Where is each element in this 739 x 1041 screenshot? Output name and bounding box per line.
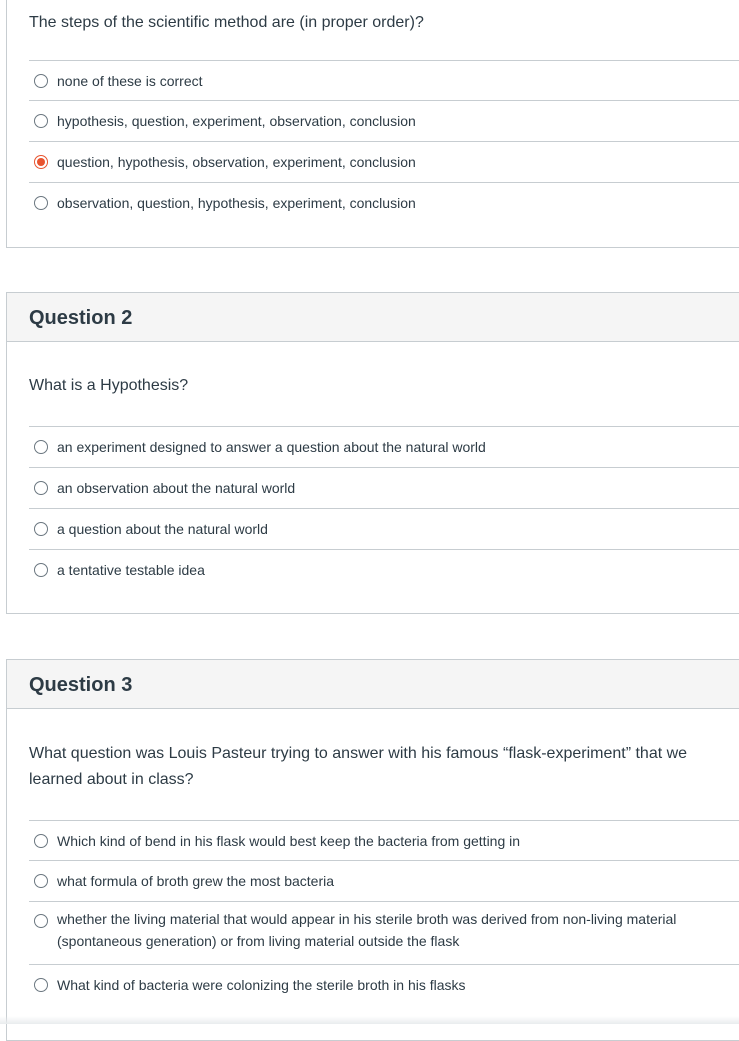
radio-button[interactable] bbox=[34, 978, 48, 992]
answer-option-selected[interactable] bbox=[29, 141, 739, 182]
answer-option[interactable] bbox=[29, 467, 739, 508]
answer-label: none of these is correct bbox=[57, 72, 203, 89]
answer-label: a question about the natural world bbox=[57, 521, 268, 537]
radio-button[interactable] bbox=[34, 74, 48, 88]
answer-option[interactable] bbox=[29, 860, 739, 901]
question-2-header: Question 2 bbox=[7, 293, 739, 342]
radio-button[interactable] bbox=[34, 834, 48, 848]
radio-button[interactable] bbox=[34, 114, 48, 128]
question-2-text: What is a Hypothesis? bbox=[29, 377, 189, 394]
answer-label: hypothesis, question, experiment, observation, conclusion bbox=[57, 113, 416, 129]
answer-option[interactable] bbox=[29, 549, 739, 590]
question-1-answers bbox=[29, 60, 739, 223]
answer-label: observation, question, hypothesis, experiment, conclusion bbox=[57, 195, 416, 211]
answer-label: question, hypothesis, observation, experiment, conclusion bbox=[57, 154, 416, 170]
answer-option[interactable] bbox=[29, 100, 739, 141]
radio-button[interactable] bbox=[34, 440, 48, 454]
scroll-fade bbox=[0, 1016, 739, 1024]
answer-option[interactable] bbox=[29, 182, 739, 223]
answer-option[interactable] bbox=[29, 820, 739, 860]
question-2-answers bbox=[29, 426, 739, 590]
radio-button[interactable] bbox=[34, 563, 48, 577]
answer-label: what formula of broth grew the most bacteria bbox=[57, 873, 335, 889]
radio-button[interactable] bbox=[34, 522, 48, 536]
question-3-text: What question was Louis Pasteur trying to answer with his famous “flask-experiment” that we learned about in class? bbox=[29, 745, 688, 788]
radio-button[interactable] bbox=[34, 481, 48, 495]
answer-option[interactable] bbox=[29, 426, 739, 467]
question-1-card bbox=[6, 0, 739, 248]
answer-option[interactable] bbox=[29, 60, 739, 100]
question-3-answers bbox=[29, 820, 739, 1005]
answer-label: Which kind of bend in his flask would best keep the bacteria from getting in bbox=[57, 832, 521, 849]
radio-button-selected[interactable] bbox=[34, 155, 48, 169]
question-2-card bbox=[6, 292, 739, 614]
radio-button[interactable] bbox=[34, 874, 48, 888]
answer-label: whether the living material that would appear in his sterile broth was derived from non-living material (spontaneous generation) or from living material outside the flask bbox=[57, 911, 677, 949]
answer-option[interactable] bbox=[29, 964, 739, 1005]
answer-label: What kind of bacteria were colonizing the sterile broth in his flasks bbox=[57, 977, 466, 993]
answer-label: a tentative testable idea bbox=[57, 562, 205, 578]
radio-button[interactable] bbox=[34, 914, 48, 928]
answer-option[interactable] bbox=[29, 508, 739, 549]
question-3-header: Question 3 bbox=[7, 660, 739, 709]
question-3-card bbox=[6, 659, 739, 1041]
radio-button[interactable] bbox=[34, 196, 48, 210]
question-1-text: The steps of the scientific method are (in proper order)? bbox=[29, 14, 424, 31]
answer-label: an observation about the natural world bbox=[57, 480, 296, 496]
answer-label: an experiment designed to answer a question about the natural world bbox=[57, 439, 486, 455]
answer-option[interactable] bbox=[29, 901, 739, 964]
